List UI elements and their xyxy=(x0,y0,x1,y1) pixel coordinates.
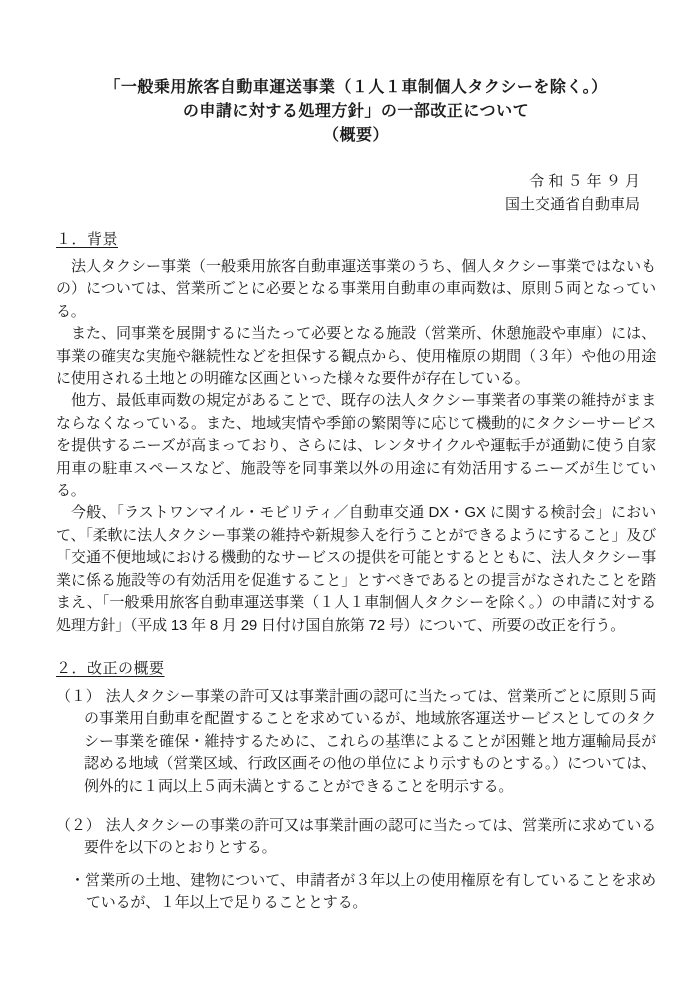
document-title xyxy=(56,76,656,148)
amendment-item-1 xyxy=(56,686,656,798)
section-amendment-heading: ２．改正の概要 xyxy=(56,659,165,677)
amendment-item-1-text: 法人タクシー事業の許可又は事業計画の認可に当たっては、営業所ごとに原則５両の事業用自動車を配置することを求めているが、地域旅客運送サービスとしてのタクシー事業を確保・維持するために、これらの基準によることが困難と地方運輸局長が認める地域（営業区域、行政区画その他の単位により示すものとする。）については、例外的に１両以上５両未満とすることができることを明示する。 xyxy=(84,687,656,795)
title-line-1: 「一般乗用旅客自動車運送事業（１人１車制個人タクシーを除く。） xyxy=(104,79,608,96)
section-amendment-body xyxy=(56,686,656,915)
amendment-item-2-number: （２） xyxy=(56,816,101,834)
title-line-3: （概要） xyxy=(322,127,389,144)
title-line-2: の申請に対する処理方針」の一部改正について xyxy=(182,103,530,120)
amendment-sub-bullet xyxy=(56,870,656,915)
document-content xyxy=(56,76,656,915)
amendment-item-2 xyxy=(56,815,656,860)
signature-block xyxy=(56,170,656,216)
background-paragraph-2: また、同事業を展開するに当たって必要となる施設（営業所、休憩施設や車庫）には、事業の確実な実施や継続性などを担保する観点から、使用権原の期間（３年）や他の用途に使用される土地との明確な区画といった様々な要件が存在している。 xyxy=(56,325,656,388)
background-paragraph-4: 今般、「ラストワンマイル・モビリティ／自動車交通 DX・GX に関する検討会」において、「柔軟に法人タクシー事業の維持や新規参入を行うことができるようにすること」及び「交通不便地域における機動的なサービスの提供を可能とするとともに、法人タクシー事業に係る施設等の有効活用を促進すること」とすべきであるとの提言がなされたことを踏まえ、「一般乗用旅客自動車運送事業（１人１車制個人タクシーを除く。）の申請に対する処理方針」（平成 13 年 8 月 29 日付け国自旅第 72 号）について、所要の改正を行う。 xyxy=(56,504,656,634)
date-line: 令 和 ５ 年 ９ 月 xyxy=(529,173,640,190)
organization-line: 国土交通省自動車局 xyxy=(504,196,640,213)
background-paragraph-3: 他方、最低車両数の規定があることで、既存の法人タクシー事業者の事業の維持がままならなくなっている。また、地域実情や季節の繁閑等に応じて機動的にタクシーサービスを提供するニーズが高まっており、さらには、レンタサイクルや運転手が通勤に使う自家用車の駐車スペースなど、施設等を同事業以外の用途に有効活用するニーズが生じている。 xyxy=(56,392,656,500)
amendment-item-2-text: 法人タクシーの事業の許可又は事業計画の認可に当たっては、営業所に求めている要件を以下のとおりとする。 xyxy=(84,816,656,857)
section-background-heading: １．背景 xyxy=(56,231,119,248)
section-background-body xyxy=(56,256,656,637)
bullet-marker: ・ xyxy=(70,871,86,889)
background-paragraph-1: 法人タクシー事業（一般乗用旅客自動車運送事業のうち、個人タクシー事業ではないもの）については、営業所ごとに必要となる事業用自動車の車両数は、原則５両となっている。 xyxy=(56,258,656,320)
bullet-text: 営業所の土地、建物について、申請者が３年以上の使用権原を有していることを求めているが、１年以上で足りることとする。 xyxy=(85,871,656,912)
amendment-item-1-number: （１） xyxy=(56,687,101,705)
